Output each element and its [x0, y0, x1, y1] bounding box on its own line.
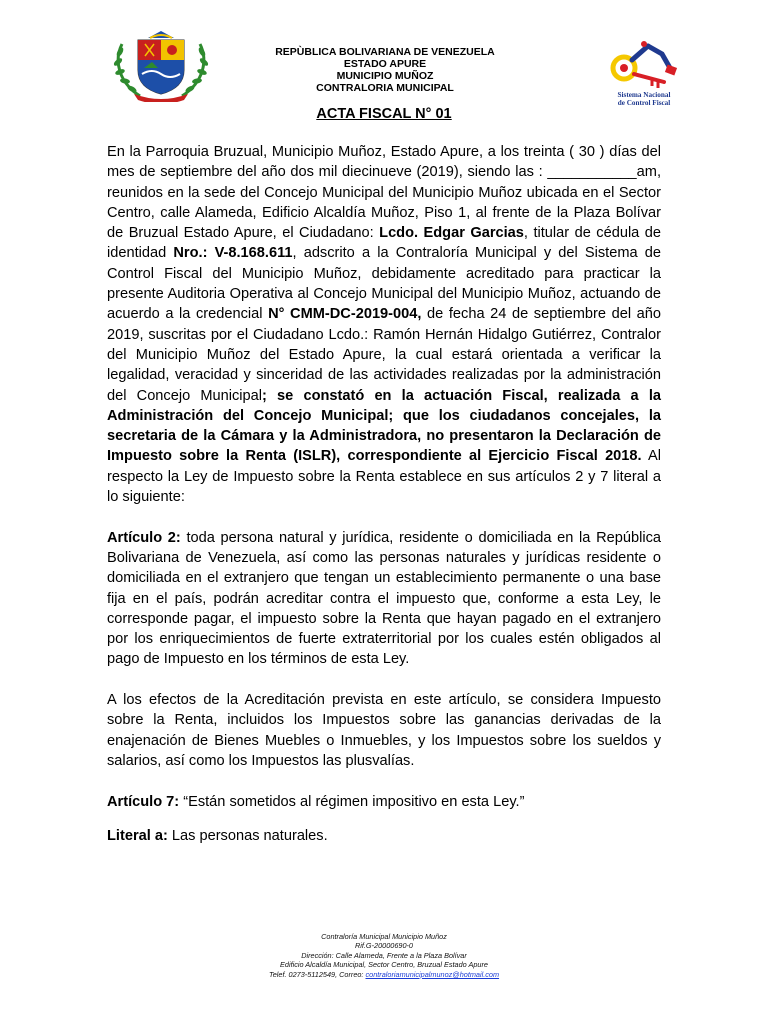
footer-institution: Contraloría Municipal Municipio Muñoz: [321, 932, 447, 941]
finding-statement: ; se constató en la actuación Fiscal, realizada a la Administración del Concejo Municipal; que los ciudadanos concejales, la secretaria de la Cámara y la Administradora, no presentaron la Declaración de Impuesto sobre la Renta (ISLR), correspondiente al Ejercicio Fiscal 2018.: [107, 387, 661, 465]
header-line-contraloria: CONTRALORIA MUNICIPAL: [316, 82, 454, 94]
footer-email-link[interactable]: contraloriamunicipalmunoz@hotmail.com: [365, 969, 500, 979]
footer-rif: Rif.G-20000690-0: [354, 941, 413, 951]
control-fiscal-logo-line2: de Control Fiscal: [617, 99, 671, 107]
article-2-label: Artículo 2:: [107, 529, 181, 546]
article-2-text: toda persona natural y jurídica, residente o domiciliada en la República Bolivariana de Venezuela, así como las personas naturales y jurídicas residente o domiciliada en el extranjero que tengan un establecimiento permanente o una base fija en el país, podrán acreditar contra el impuesto que, conforme a esta Ley, le corresponde pagar, el impuesto sobre la Renta que hayan pagado en el extranjero por los enriquecimientos de fuerte extraterritorial por los cuales estén obligados al pago de Impuesto en los términos de esta Ley.: [107, 529, 661, 668]
acta-title: [0, 106, 768, 122]
credential-number: N° CMM-DC-2019-004,: [268, 306, 422, 323]
intro-text-3: , adscrito a la Contraloría Municipal y del Sistema de Control Fiscal del Municipio Muñoz, debidamente acreditado para practicar la presente Auditoria Operativa al Concejo Municipal del Municipio Muñoz, actuando de acuerdo a la credencial: [107, 245, 661, 323]
intro-text-1: En la Parroquia Bruzual, Municipio Muñoz, Estado Apure, a los treinta ( 30 ) días del mes de septiembre del año dos mil diecinueve (2019), siendo las : ___________am, reunidos en la sede del Concejo Municipal del Municipio Muñoz ubicada en el Sector Centro, calle Alameda, Edificio Alcaldía Muñoz, Piso 1, al frente de la Plaza Bolívar de Bruzual Estado Apure, el Ciudadano:: [107, 144, 661, 242]
literal-a-text: Las personas naturales.: [167, 827, 328, 844]
control-fiscal-logo: [604, 38, 684, 110]
literal-a-paragraph: [107, 826, 661, 846]
intro-paragraph: [107, 142, 661, 507]
literal-a-label: Literal a:: [107, 827, 168, 844]
footer-address-2: Edificio Alcaldía Municipal, Sector Centro, Bruzual Estado Apure: [280, 960, 488, 970]
article-7-label: Artículo 7:: [107, 793, 180, 810]
header-line-municipality: MUNICIPIO MUÑOZ: [336, 70, 434, 82]
document-footer: [0, 932, 768, 979]
footer-phone: Telef. 0273-5112549, Correo:: [268, 969, 366, 979]
header-line-state: ESTADO APURE: [343, 58, 427, 70]
accreditation-paragraph: A los efectos de la Acreditación prevista en este artículo, se considera Impuesto sobre la Renta, incluidos los Impuestos sobre las ganancias derivadas de la enajenación de Bienes Muebles o Inmuebles, y los Impuestos sobre los sueldos y salarios, así como los Impuestos las plusvalías.: [107, 692, 661, 769]
control-fiscal-logo-line1: Sistema Nacional: [617, 91, 671, 99]
footer-address-1: Dirección: Calle Alameda, Frente a la Plaza Bolívar: [301, 950, 467, 960]
document-header: [240, 46, 530, 94]
document-body: [107, 142, 661, 846]
intro-text-5: Al respecto la Ley de Impuesto sobre la Renta establece en sus artículos 2 y 7 literal a lo siguiente:: [107, 448, 661, 506]
official-name: Lcdo. Edgar Garcias: [379, 225, 524, 242]
header-line-republic: REPÙBLICA BOLIVARIANA DE VENEZUELA: [275, 46, 495, 58]
footer-contact: [0, 970, 768, 979]
acta-title-text: ACTA FISCAL N° 01: [316, 106, 452, 122]
article-7-text: “Están sometidos al régimen impositivo en esta Ley.”: [179, 793, 525, 810]
intro-text-4: de fecha 24 de septiembre del año 2019, suscritas por el Ciudadano Lcdo.: Ramón Hernán Hidalgo Gutiérrez, Contralor del Municipio Muñoz del Estado Apure, la cual estará orientada a verificar la legalidad, veracidad y sinceridad de las actividades realizadas por la administración del Concejo Municipal: [107, 306, 661, 404]
intro-text-2: , titular de cédula de identidad: [107, 225, 661, 262]
coat-of-arms-logo: [112, 30, 210, 102]
id-number: Nro.: V-8.168.611: [173, 245, 293, 262]
article-2-paragraph: [107, 528, 661, 670]
article-7-paragraph: [107, 792, 661, 812]
